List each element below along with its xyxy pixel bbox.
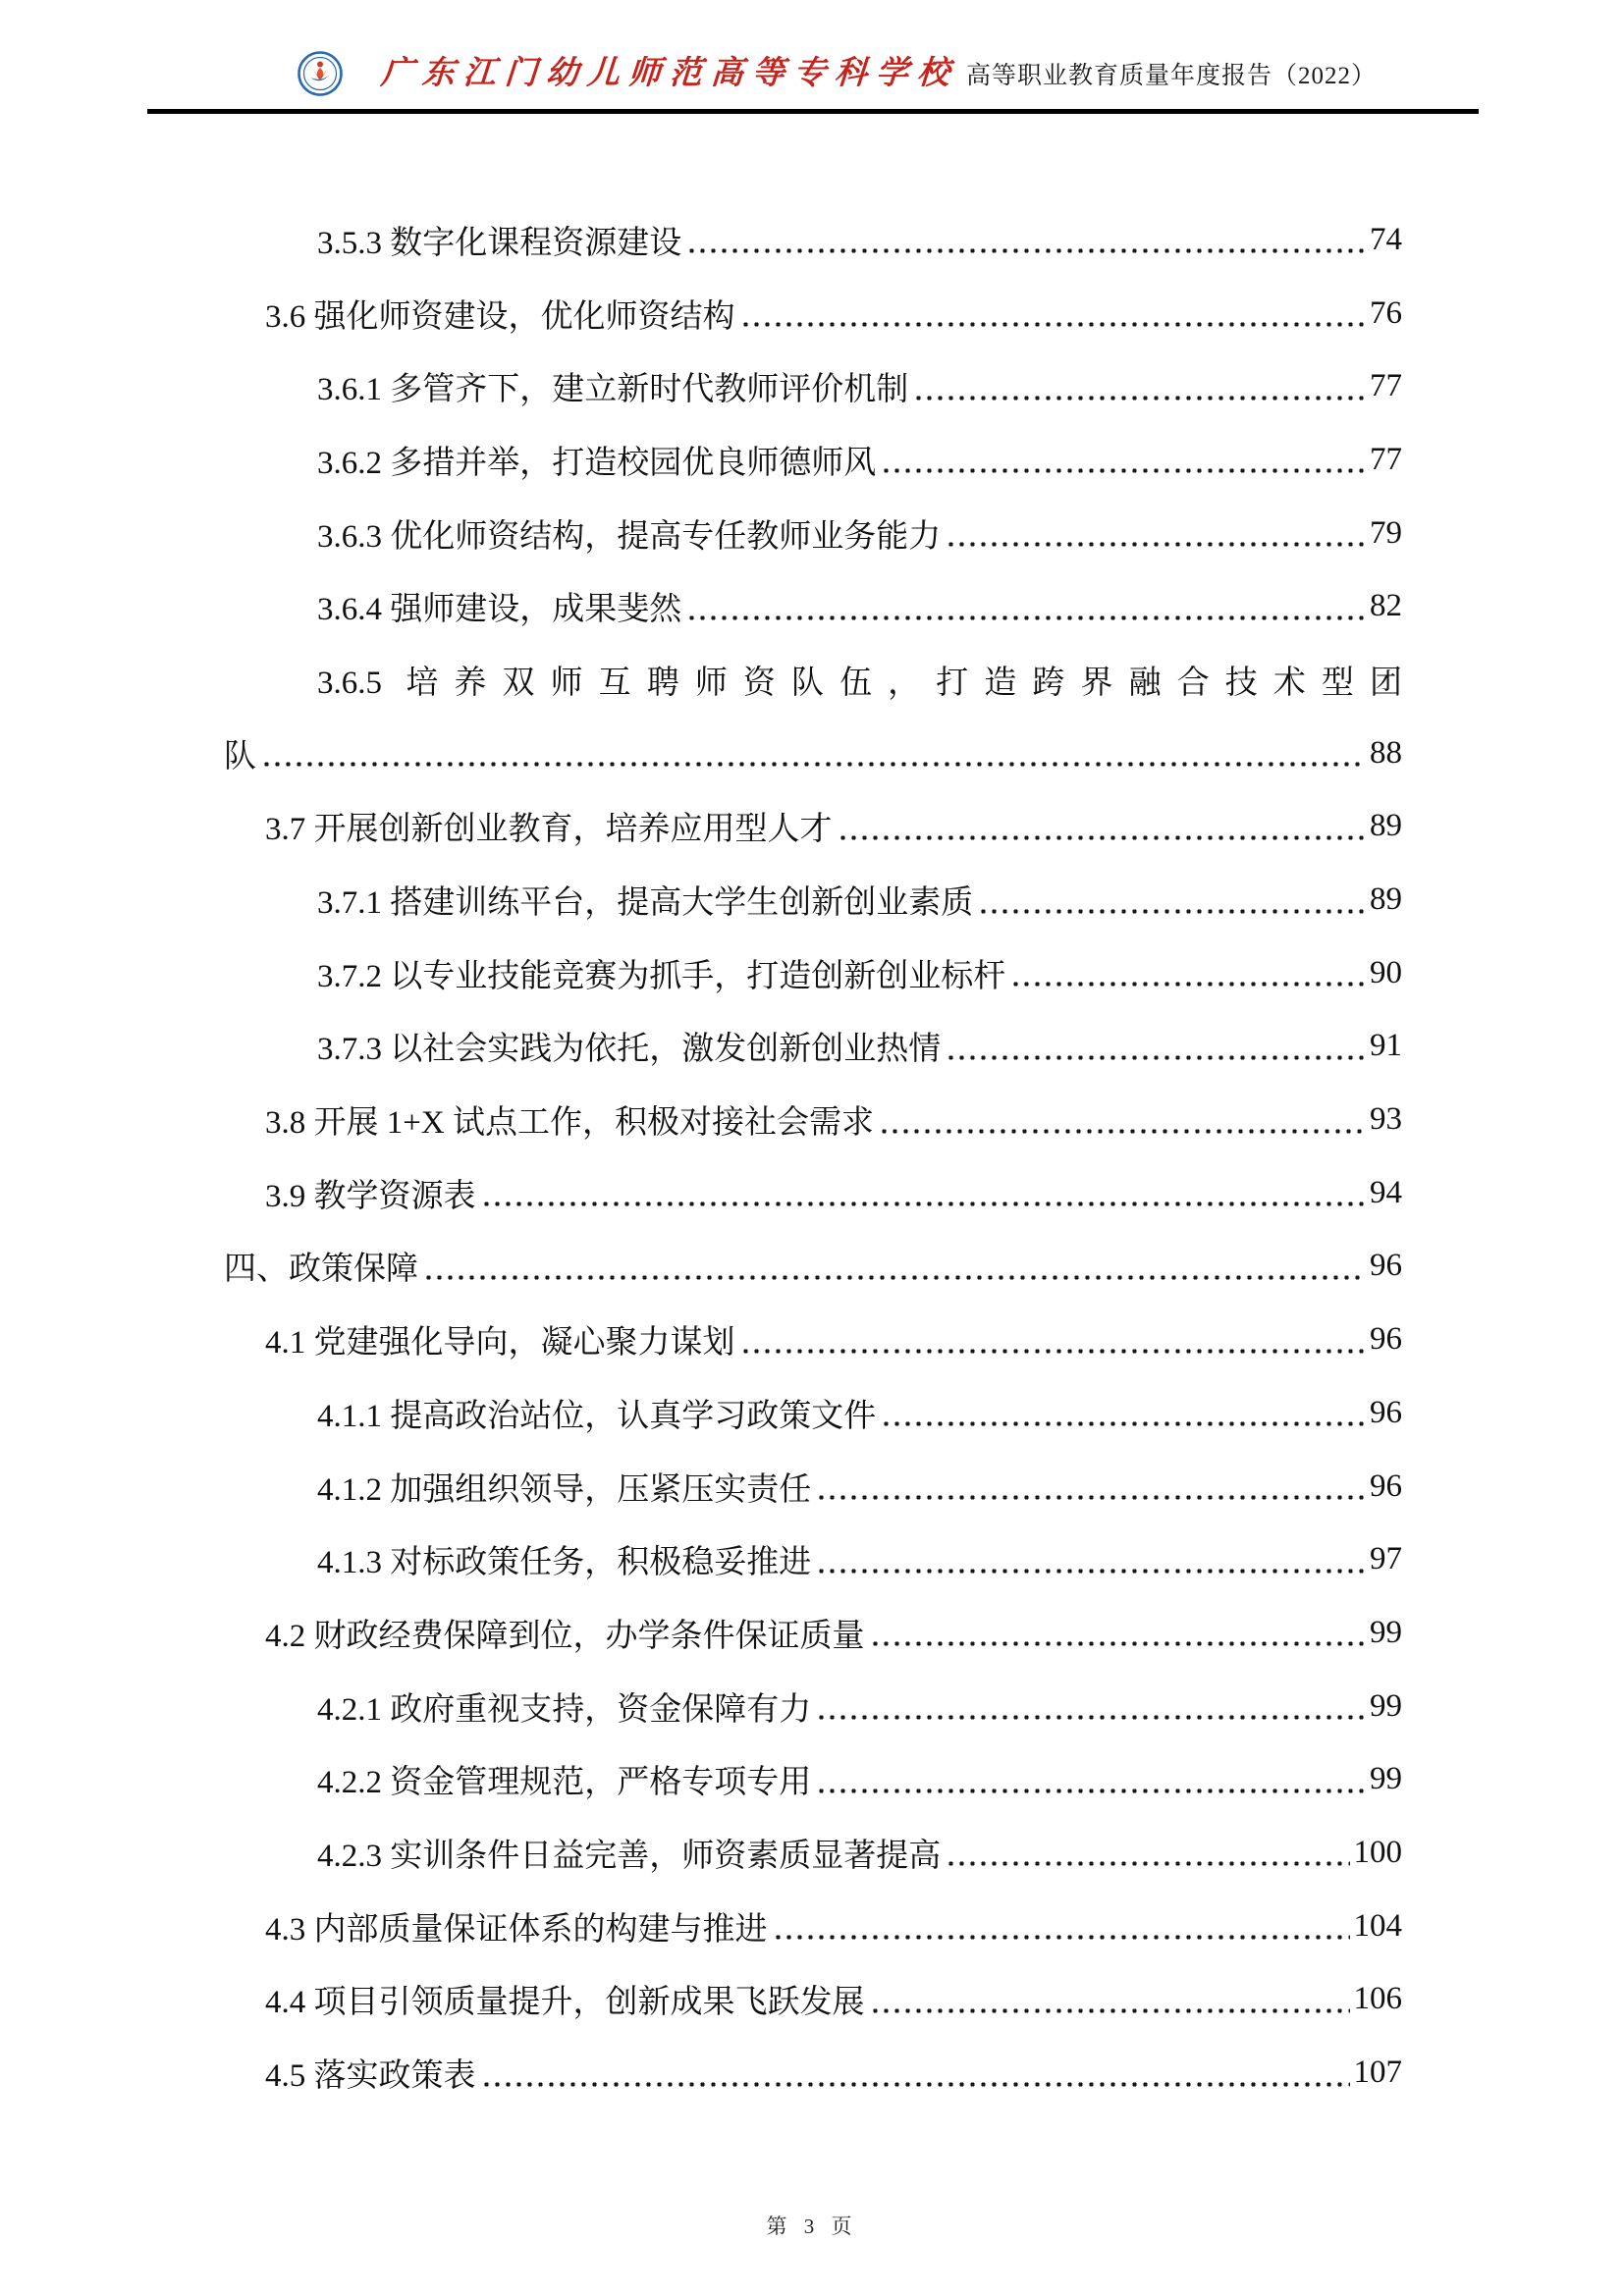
toc-entry[interactable] bbox=[224, 1816, 1402, 1890]
toc-entry-label: 3.6 强化师资建设，优化师资结构 bbox=[265, 298, 735, 335]
toc-dot-leader bbox=[840, 790, 1367, 864]
toc-dot-leader bbox=[948, 1010, 1366, 1084]
toc-entry-label: 3.7.3 以社会实践为依托，激发创新创业热情 bbox=[317, 1032, 942, 1068]
toc-entry[interactable] bbox=[224, 1083, 1402, 1156]
toc-entry-page: 79 bbox=[1370, 514, 1402, 551]
toc-entry-page: 100 bbox=[1353, 1834, 1402, 1870]
school-name: 广东江门幼儿师范高等专科学校 bbox=[379, 56, 960, 91]
toc-entry[interactable] bbox=[224, 1890, 1402, 1963]
toc-entry-label: 3.8 开展 1+X 试点工作，积极对接社会需求 bbox=[265, 1105, 874, 1142]
toc-dot-leader bbox=[819, 1522, 1366, 1596]
toc-entry[interactable] bbox=[224, 863, 1402, 936]
toc-entry[interactable] bbox=[224, 1450, 1402, 1523]
toc-entry-label: 4.1.1 提高政治站位，认真学习政策文件 bbox=[317, 1398, 877, 1434]
toc-entry-label: 3.6.4 强师建设，成果斐然 bbox=[317, 592, 682, 628]
toc-entry-label: 4.1.3 对标政策任务，积极稳妥推进 bbox=[317, 1545, 812, 1581]
toc-entry-page: 77 bbox=[1370, 441, 1402, 477]
toc-entry[interactable] bbox=[224, 1230, 1402, 1304]
toc-entry-label: 3.5.3 数字化课程资源建设 bbox=[317, 225, 682, 261]
toc-dot-leader bbox=[916, 349, 1366, 423]
toc-entry[interactable] bbox=[224, 1963, 1402, 2037]
toc-entry[interactable] bbox=[224, 1156, 1402, 1230]
toc-dot-leader bbox=[264, 717, 1366, 790]
toc-entry[interactable] bbox=[224, 2036, 1402, 2109]
toc-entry-page: 77 bbox=[1370, 368, 1402, 404]
toc-dot-leader bbox=[873, 1963, 1350, 2037]
toc-entry-page: 97 bbox=[1370, 1541, 1402, 1577]
toc-dot-leader bbox=[884, 423, 1366, 497]
toc-entry-label: 3.6.1 多管齐下，建立新时代教师评价机制 bbox=[317, 372, 909, 408]
toc-entry[interactable] bbox=[224, 497, 1402, 570]
school-logo-icon bbox=[298, 51, 343, 96]
toc-dot-leader bbox=[873, 1596, 1367, 1670]
toc-entry-page: 99 bbox=[1370, 1687, 1402, 1724]
toc-entry[interactable] bbox=[224, 277, 1402, 350]
toc-entry-page: 96 bbox=[1370, 1248, 1402, 1284]
toc-entry-page: 96 bbox=[1370, 1468, 1402, 1504]
toc-dot-leader bbox=[484, 1156, 1367, 1230]
toc-entry-page: 106 bbox=[1353, 1981, 1402, 2017]
toc-entry-label: 3.6.3 优化师资结构，提高专任教师业务能力 bbox=[317, 518, 942, 555]
toc-entry-label: 4.2.1 政府重视支持，资金保障有力 bbox=[317, 1691, 812, 1728]
toc-entry[interactable] bbox=[224, 1742, 1402, 1816]
toc-dot-leader bbox=[689, 203, 1366, 277]
page-header bbox=[147, 29, 1477, 98]
toc-entry[interactable] bbox=[224, 1010, 1402, 1084]
toc-dot-leader bbox=[689, 569, 1366, 643]
toc-dot-leader bbox=[981, 863, 1366, 936]
header-rule bbox=[147, 109, 1479, 114]
page-footer bbox=[0, 2211, 1624, 2240]
toc-entry-page: 91 bbox=[1370, 1028, 1402, 1064]
toc-dot-leader bbox=[948, 497, 1366, 570]
toc-entry[interactable] bbox=[224, 936, 1402, 1010]
toc-entry-page: 99 bbox=[1370, 1614, 1402, 1650]
page-number: 第 3 页 bbox=[766, 2215, 858, 2238]
toc-dot-leader bbox=[426, 1230, 1366, 1304]
toc-entry-page: 90 bbox=[1370, 954, 1402, 990]
toc-entry[interactable] bbox=[224, 349, 1402, 423]
toc-entry-label: 4.5 落实政策表 bbox=[265, 2058, 476, 2095]
toc-entry-label: 4.2 财政经费保障到位，办学条件保证质量 bbox=[265, 1618, 865, 1654]
toc-entry[interactable] bbox=[224, 1670, 1402, 1743]
toc-entry-label: 四、政策保障 bbox=[224, 1252, 418, 1288]
toc-entry[interactable] bbox=[224, 717, 1402, 790]
toc-dot-leader bbox=[1013, 936, 1366, 1010]
toc-entry-page: 96 bbox=[1370, 1394, 1402, 1430]
toc-entry-page: 82 bbox=[1370, 588, 1402, 624]
toc-dot-leader bbox=[819, 1742, 1366, 1816]
toc-entry-label: 3.9 教学资源表 bbox=[265, 1178, 476, 1214]
toc-entry-page: 96 bbox=[1370, 1321, 1402, 1358]
toc-entry-page: 74 bbox=[1370, 221, 1402, 257]
toc-dot-leader bbox=[743, 1303, 1367, 1376]
toc-entry-page: 89 bbox=[1370, 881, 1402, 918]
toc-entry-label: 4.3 内部质量保证体系的构建与推进 bbox=[265, 1911, 768, 1948]
toc-entry-label: 3.7 开展创新创业教育，培养应用型人才 bbox=[265, 812, 833, 848]
toc-dot-leader bbox=[484, 2036, 1350, 2109]
toc-entry-page: 88 bbox=[1370, 734, 1402, 771]
toc-entry-page: 104 bbox=[1353, 1907, 1402, 1944]
report-title: 高等职业教育质量年度报告（2022） bbox=[965, 63, 1377, 89]
toc-entry-page: 76 bbox=[1370, 294, 1402, 331]
toc-entry[interactable] bbox=[224, 1596, 1402, 1670]
toc-entry[interactable] bbox=[224, 1303, 1402, 1376]
toc-dot-leader bbox=[948, 1816, 1349, 1890]
toc-entry[interactable] bbox=[224, 423, 1402, 497]
toc-entry[interactable] bbox=[224, 790, 1402, 864]
toc-entry-label: 4.2.2 资金管理规范，严格专项专用 bbox=[317, 1765, 812, 1801]
toc-entry-page: 93 bbox=[1370, 1101, 1402, 1138]
toc-entry-label: 4.2.3 实训条件日益完善，师资素质显著提高 bbox=[317, 1838, 942, 1874]
toc-entry-page: 107 bbox=[1353, 2055, 1402, 2091]
toc-entry-page: 89 bbox=[1370, 808, 1402, 844]
toc-dot-leader bbox=[882, 1083, 1366, 1156]
toc-entry-label: 队 bbox=[224, 738, 256, 774]
toc-entry-label: 4.1 党建强化导向，凝心聚力谋划 bbox=[265, 1325, 735, 1362]
toc-entry-page: 99 bbox=[1370, 1761, 1402, 1797]
toc-entry-label: 4.1.2 加强组织领导，压紧压实责任 bbox=[317, 1471, 812, 1508]
toc-entry-label: 3.7.2 以专业技能竞赛为抓手，打造创新创业标杆 bbox=[317, 958, 1006, 994]
toc-dot-leader bbox=[819, 1450, 1366, 1523]
toc-dot-leader bbox=[776, 1890, 1350, 1963]
toc-entry-page: 94 bbox=[1370, 1174, 1402, 1210]
toc-entry-label: 3.6.5 培养双师互聘师资队伍，打造跨界融合技术型团 bbox=[317, 665, 1402, 701]
toc-dot-leader bbox=[819, 1670, 1366, 1743]
toc-entry[interactable] bbox=[224, 643, 1402, 717]
toc-dot-leader bbox=[743, 277, 1367, 350]
toc-entry[interactable] bbox=[224, 203, 1402, 277]
toc-entry[interactable] bbox=[224, 1376, 1402, 1450]
toc-entry-label: 4.4 项目引领质量提升，创新成果飞跃发展 bbox=[265, 1985, 865, 2021]
toc-dot-leader bbox=[884, 1376, 1366, 1450]
toc-entry[interactable] bbox=[224, 1522, 1402, 1596]
toc-entry[interactable] bbox=[224, 569, 1402, 643]
toc-entry-label: 3.6.2 多措并举，打造校园优良师德师风 bbox=[317, 445, 877, 481]
table-of-contents bbox=[224, 203, 1402, 2109]
toc-entry-label: 3.7.1 搭建训练平台，提高大学生创新创业素质 bbox=[317, 885, 974, 922]
